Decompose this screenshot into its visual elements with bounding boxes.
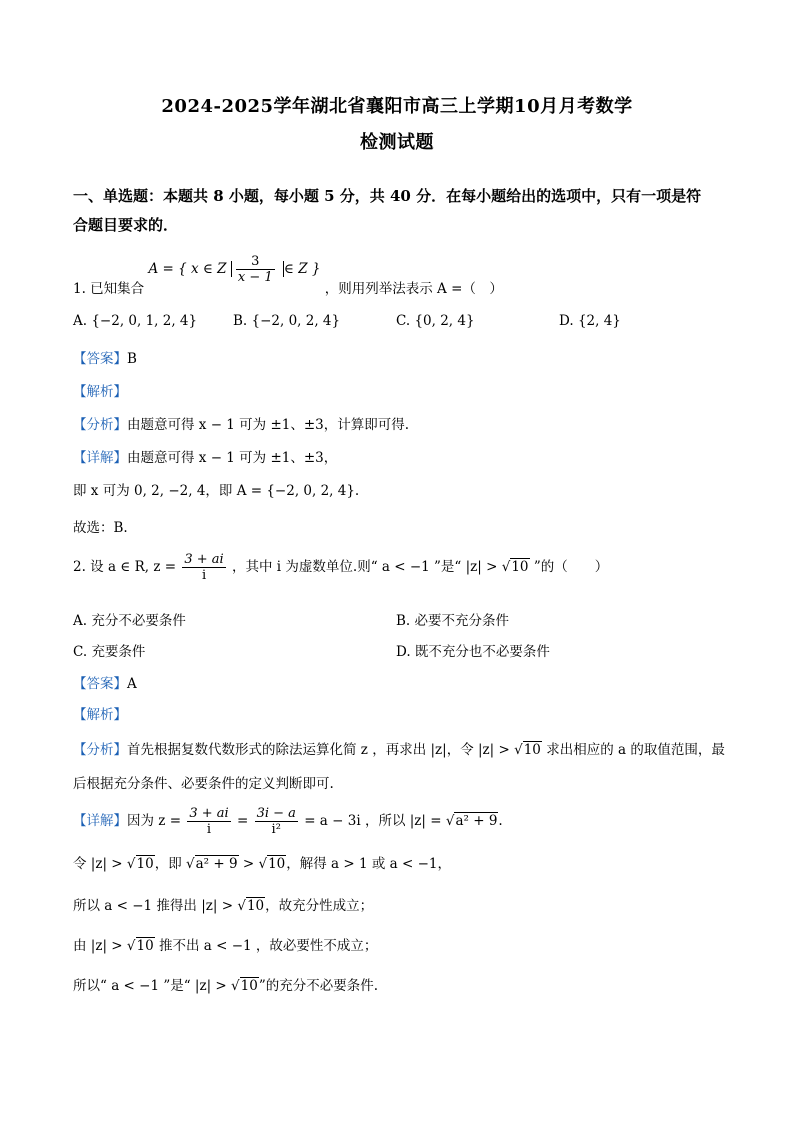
q2-step-2: 所以 a < −1 推得出 |z| > √10，故充分性成立； — [73, 898, 374, 914]
q2-step3-sqrt: √10 — [126, 938, 154, 954]
q1-fraction: $\frac{3}{x - 1}$ — [237, 254, 273, 285]
q2-step-4: 所以“ a < −1 ”是“ |z| > √10”的充分不必要条件. — [73, 978, 379, 994]
q2-fenxi: 【分析】首先根据复数代数形式的除法运算化简 z ，再求出 |z|，令 |z| > √10 求出相应的 a 的取值范围，最 — [73, 742, 725, 758]
q2-answer: 【答案】A — [73, 676, 137, 692]
q1-set-right: ∈ Z } — [283, 261, 321, 277]
q2-xj-fraction-2: $\frac{3i - a}{\text{i²}}$ — [256, 806, 296, 837]
q2-option-b: B. 必要不充分条件 — [396, 613, 510, 629]
q2-fenxi-line2: 后根据充分条件、必要条件的定义判断即可. — [73, 776, 334, 792]
q1-option-d: D. {2, 4} — [559, 313, 621, 329]
q2-xj-fraction-1: $\frac{3 + ai}{i}$ — [189, 806, 229, 837]
q2-xj-sqrt: √a² + 9 — [445, 813, 498, 829]
section-heading-line2: 合题目要求的． — [73, 216, 179, 234]
q1-option-b: B. {−2, 0, 2, 4} — [233, 313, 341, 329]
q2-step-3: 由 |z| > √10 推不出 a < −1 ，故必要性不成立； — [73, 938, 378, 954]
q1-option-c: C. {0, 2, 4} — [396, 313, 475, 329]
q2-sqrt: √10 — [501, 559, 529, 575]
q2-fenxi-sqrt: √10 — [514, 742, 541, 758]
document-title-line2: 检测试题 — [360, 132, 434, 153]
q1-result-line: 即 x 可为 0, 2, −2, 4，即 A = {−2, 0, 2, 4}. — [73, 483, 360, 499]
q1-tail: ，则用列举法表示 A =（ ） — [324, 281, 503, 297]
q1-number: 1. 已知集合 — [73, 281, 145, 297]
q1-choose: 故选：B. — [73, 520, 128, 536]
q2-option-a: A. 充分不必要条件 — [73, 613, 186, 629]
q2-stem-tail-b: ”的（ ） — [533, 559, 609, 575]
document-title-line1: 2024-2025学年湖北省襄阳市高三上学期10月月考数学 — [161, 96, 633, 117]
q2-step2-sqrt: √10 — [237, 898, 265, 914]
q1-answer: 【答案】B — [73, 351, 137, 367]
q1-xiangjie: 【详解】由题意可得 x − 1 可为 ±1、±3， — [73, 450, 338, 466]
q2-step-1: 令 |z| > √10，即 √a² + 9 > √10，解得 a > 1 或 a < −1， — [73, 856, 452, 872]
q2-step1-sqrt-c: √10 — [258, 856, 286, 872]
q2-analysis-tag: 【解析】 — [73, 707, 127, 723]
q2-step1-sqrt-a: √10 — [126, 856, 154, 872]
q1-fenxi: 【分析】由题意可得 x − 1 可为 ±1、±3，计算即可得. — [73, 417, 410, 433]
q1-option-a: A. {−2, 0, 1, 2, 4} — [73, 313, 198, 329]
q2-xiangjie: 【详解】因为 z = $\frac{3 + ai}{i}$ = $\frac{3i - a}{\text{i²}}$ = a − 3i ，所以 |z| = √a² + 9. — [73, 806, 503, 837]
q1-analysis-tag: 【解析】 — [73, 384, 127, 400]
q1-set-divider — [231, 254, 284, 285]
q1-set-left: A = { x ∈ Z — [148, 261, 227, 277]
q2-option-c: C. 充要条件 — [73, 644, 146, 660]
q2-step4-sqrt: √10 — [231, 978, 258, 994]
q2-option-d: D. 既不充分也不必要条件 — [396, 644, 550, 660]
q2-stem-tail-a: ，其中 i 为虚数单位.则“ a < −1 ”是“ |z| > — [232, 559, 498, 575]
q1-stem — [73, 254, 503, 297]
section-heading-line1: 一、单选题：本题共 8 小题，每小题 5 分，共 40 分．在每小题给出的选项中，只有一项是符 — [73, 187, 702, 205]
q2-fraction: $\frac{3 + ai}{i}$ — [184, 552, 224, 583]
q2-step1-sqrt-b: √a² + 9 — [186, 856, 238, 872]
q2-stem — [73, 552, 608, 583]
q2-number: 2. 设 a ∈ R, z = — [73, 559, 177, 575]
